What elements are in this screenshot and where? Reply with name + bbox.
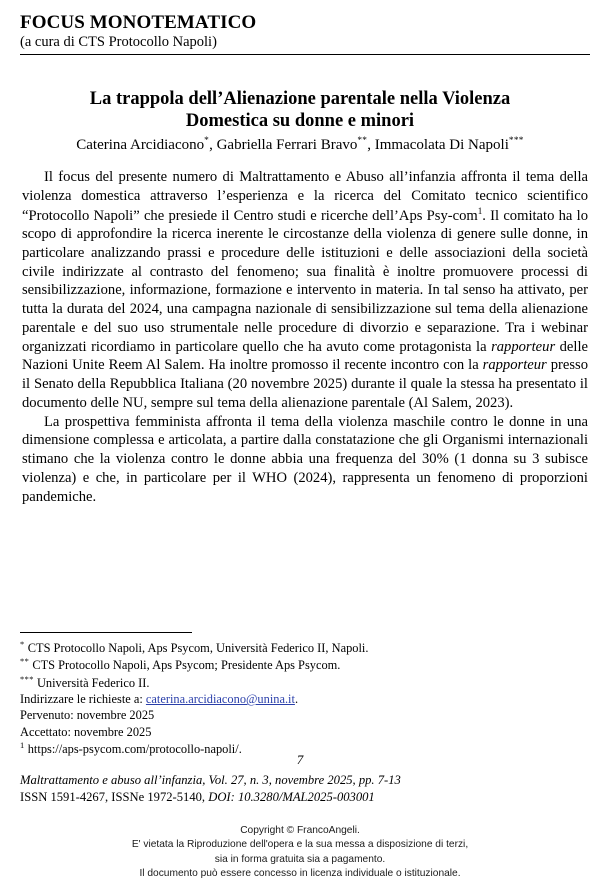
footnote-affiliation-2: [20, 656, 590, 673]
journal-citation: Maltrattamento e abuso all’infanzia, Vol. 27, n. 3, novembre 2025, pp. 7-13: [20, 773, 401, 787]
footnote-marker-1: *: [20, 639, 25, 649]
article-title-line-1: La trappola dell’Alienazione parentale nella Violenza: [89, 89, 511, 109]
body-paragraph-2: La prospettiva femminista affronta il tema della violenza maschile contro le donne in una dimensione complessa e articolata, a partire dalla constatazione che gli Organismi internazionali stimano che la violenza contro le donne abbia una frequenza del 30% (1 donna su 3 subisce violenza) e che, in particolare per il WHO (2024), rappresenta un fenomeno di proporzioni pandemiche.: [22, 413, 588, 505]
author-name-1: Caterina Arcidiacono: [76, 137, 205, 154]
author-name-2: Gabriella Ferrari Bravo: [216, 137, 358, 154]
copyright-footer: [0, 824, 600, 882]
running-head: [20, 12, 590, 55]
page-number: 7: [296, 752, 304, 767]
body-paragraph-1-text-0: Il focus del presente numero di Maltrattamento e Abuso all’infanzia affronta il tema della violenza domestica attraverso l’esperienza e la ricerca del Comitato tecnico scientifico “Protocollo Napoli” che presiede il Centro studi e ricerche dell’Aps Psy-com: [22, 169, 588, 224]
author-footnote-marker-1: *: [204, 136, 210, 147]
body-paragraph-1-text-2: . Il comitato ha lo scopo di approfondire la ricerca inerente le circostanze della violenza di genere sulle donne, in particolare analizzando prassi e procedure delle istituzioni e delle associazioni della società civile indirizzate al contrasto del fenomeno; sua finalità è inoltre promuovere processi di sensibilizzazione, informazione, formazione e intervento in materia. In tal senso ha attivato, per tutta la durata del 2024, una campagna nazionale di sensibilizzazione sul tema della alienazione parentale e del suo uso strumentale nelle procedure di divorzio e separazione. Tra i webinar organizzati ricordiamo in particolare quello che ha avuto come protagonista la: [22, 207, 588, 355]
copyright-line-4: Il documento può essere concesso in licenza individuale o istituzionale.: [139, 868, 461, 880]
author-name-3: Immacolata Di Napoli: [374, 137, 509, 154]
focus-section-subtitle: (a cura di CTS Protocollo Napoli): [20, 34, 217, 51]
footnote-reference-url: https://aps-psycom.com/protocollo-napoli/.: [27, 742, 242, 756]
author-footnote-marker-3: ***: [508, 136, 524, 147]
footnote-affiliation-2-text: CTS Protocollo Napoli, Aps Psycom; Presidente Aps Psycom.: [32, 658, 341, 673]
body-paragraph-1-text-4: delle Nazioni Unite Reem Al Salem. Ha inoltre promosso il recente incontro con la: [22, 338, 588, 374]
body-paragraph-1-italic-5: rapporteur: [482, 357, 547, 374]
footnote-marker-2: **: [20, 656, 30, 667]
copyright-line-1: Copyright © FrancoAngeli.: [240, 825, 360, 836]
correspondence-email-link[interactable]: caterina.arcidiacono@unina.it: [145, 692, 295, 707]
article-title: [28, 88, 572, 132]
doi-text: DOI: 10.3280/MAL2025-003001: [208, 790, 375, 805]
issn-doi-line: [20, 789, 590, 806]
author-footnote-marker-2: **: [357, 136, 368, 147]
body-paragraph-1-text-6: presso il Senato della Repubblica Italiana (20 novembre 2025) durante il quale la stessa ha presentato il documento delle NU, sempre sul tema della alienazione parentale (Al Salem, 2023).: [22, 357, 588, 411]
focus-section-title: FOCUS MONOTEMATICO: [20, 12, 257, 33]
copyright-line-2: E' vietata la Riproduzione dell'opera e la sua messa a disposizione di terzi,: [131, 839, 469, 851]
footnote-affiliation-1: [20, 639, 590, 656]
footnote-divider: [20, 632, 192, 633]
footnote-affiliation-3: [20, 674, 590, 691]
correspondence-line: [20, 691, 590, 707]
correspondence-label: Indirizzare le richieste a:: [20, 692, 143, 707]
article-body: [22, 168, 588, 506]
footnote-affiliation-3-text: Università Federico II.: [36, 675, 150, 690]
correspondence-period: .: [294, 692, 299, 707]
footnote-reference-marker: 1: [20, 739, 25, 750]
author-separator-1: ,: [209, 137, 217, 154]
author-list: [28, 136, 572, 155]
body-paragraph-1-footnote-ref: 1: [477, 205, 483, 216]
footnote-marker-3: ***: [20, 673, 34, 684]
body-paragraph-1: [22, 168, 588, 413]
footnote-affiliation-1-text: CTS Protocollo Napoli, Aps Psycom, Università Federico II, Napoli.: [27, 641, 369, 656]
author-separator-2: ,: [367, 137, 375, 154]
header-divider: [20, 54, 590, 55]
footnote-block: [20, 632, 590, 757]
accepted-date: Accettato: novembre 2025: [20, 724, 152, 739]
copyright-line-3: sia in forma gratuita sia a pagamento.: [214, 853, 386, 865]
journal-citation-block: [20, 772, 590, 806]
body-paragraph-1-italic-3: rapporteur: [491, 338, 556, 355]
article-title-line-2: Domestica su donne e minori: [185, 111, 415, 132]
title-block: [28, 88, 572, 155]
received-date: Pervenuto: novembre 2025: [20, 708, 155, 723]
issn-text: ISSN 1591-4267, ISSNe 1972-5140,: [20, 790, 209, 805]
